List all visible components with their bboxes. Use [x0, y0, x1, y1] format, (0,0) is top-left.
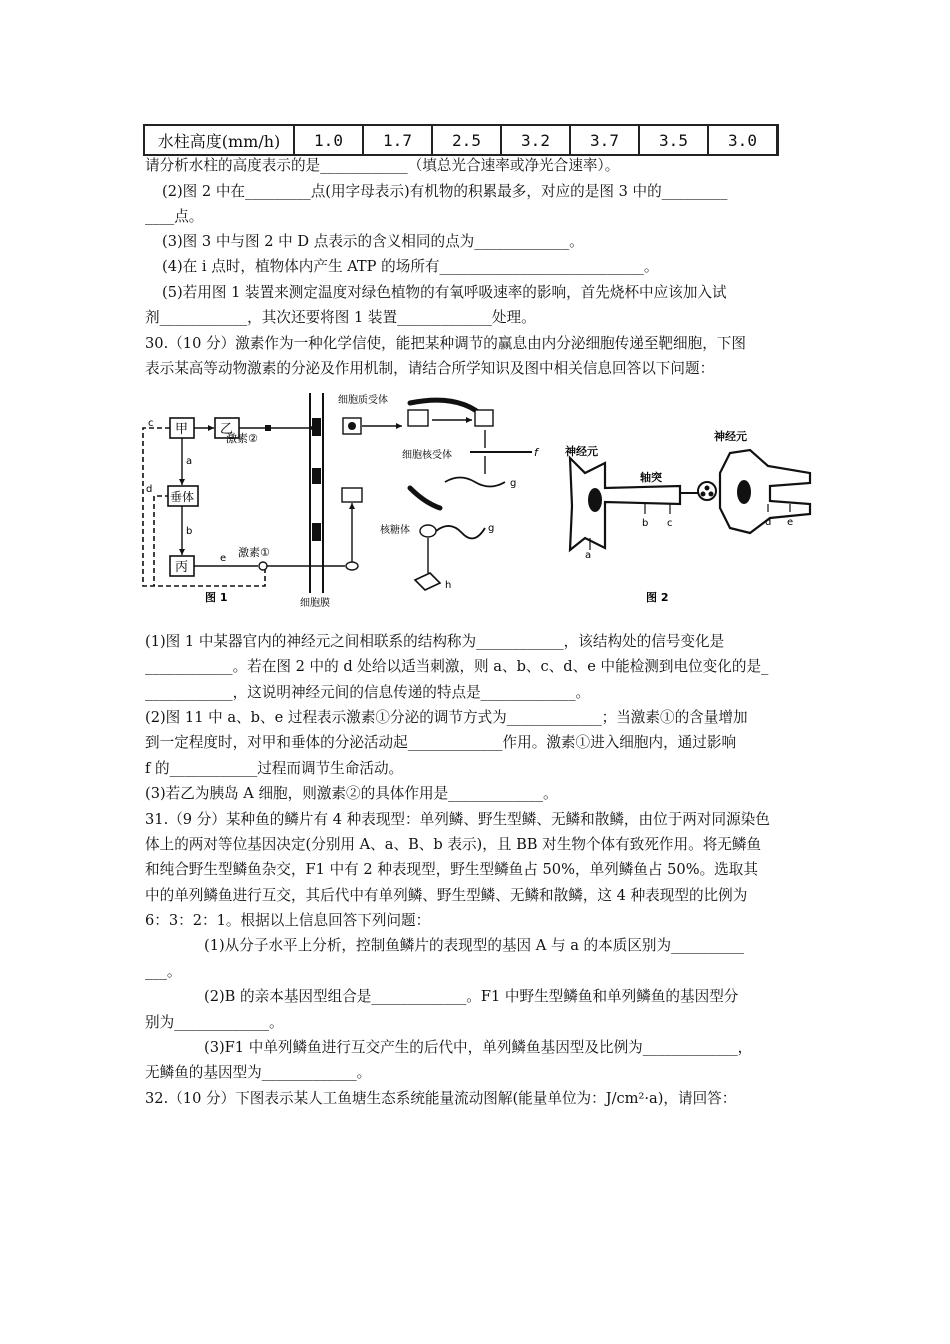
hormone2-dot: [265, 425, 271, 431]
synaptic-knob: [698, 482, 716, 500]
node-bing-label: 丙: [175, 560, 189, 575]
text-line: 体上的两对等位基因决定(分别用 A、a、B、b 表示)，且 BB 对生物个体有致死作用。将无鳞鱼: [145, 836, 762, 853]
text-line: 6：3：2：1。根据以上信息回答下列问题：: [145, 912, 431, 929]
membrane-receptor-label: 细胞质受体: [338, 395, 388, 406]
label-d-left: d: [146, 484, 153, 495]
membrane-protein: [312, 418, 321, 436]
fig2-label-e: e: [787, 517, 794, 528]
protein-h: [415, 573, 440, 590]
hormone2-label: 激素②: [226, 432, 258, 445]
label-a: a: [186, 456, 193, 467]
arrow-head: [396, 423, 402, 429]
table-cell: 3.0: [708, 125, 778, 155]
text-line: (2)图 11 中 a、b、e 过程表示激素①分泌的调节方式为_____________；当激素①的含量增加: [145, 709, 748, 726]
text-line: 31.（9 分）某种鱼的鳞片有 4 种表现型：单列鳞、野生型鳞、无鳞和散鳞，由位于两对同源染色: [145, 811, 770, 828]
arrow-head: [179, 549, 185, 555]
left-neuron-label: 神经元: [565, 445, 598, 458]
ribosome: [420, 525, 436, 537]
arrow-head: [179, 479, 185, 485]
right-neuron-nucleus: [737, 480, 751, 504]
hormone-mechanism-figure: [140, 388, 820, 613]
label-b: b: [186, 526, 193, 537]
ribosome-label: 核糖体: [380, 525, 410, 536]
text-line: (2)图 2 中在_________点(用字母表示)有机物的积累最多，对应的是图 3 中的_________: [162, 183, 728, 200]
table-cell: 3.7: [570, 125, 639, 155]
label-c-left: c: [148, 418, 154, 429]
text-line: 和纯合野生型鳞鱼杂交，F1 中有 2 种表现型，野生型鳞鱼占 50%，单列鳞鱼占 50%。选取其: [145, 861, 758, 878]
cell-membrane-label: 细胞膜: [300, 598, 330, 609]
fig2-label-d: d: [765, 517, 772, 528]
text-line: ____点。: [145, 208, 204, 225]
text-line: ____________，这说明神经元间的信息传递的特点是_____________。: [145, 684, 591, 701]
arrow-head: [466, 417, 472, 423]
label-g-nucleus: g: [510, 478, 517, 489]
hormone1-circle: [259, 562, 267, 570]
arrow-head: [208, 425, 214, 431]
cytoplasm-receptor-complex: [342, 488, 362, 502]
text-line: (1)从分子水平上分析，控制鱼鳞片的表现型的基因 A 与 a 的本质区别为__________: [204, 937, 745, 954]
text-line: 30.（10 分）激素作为一种化学信使，能把某种调节的赢息由内分泌细胞传递至靶细胞，下图: [145, 335, 746, 352]
mrna-g-nucleus: [445, 478, 505, 487]
hormone1-label: 激素①: [238, 546, 270, 559]
label-e: e: [220, 553, 227, 564]
text-line: ___。: [145, 963, 182, 980]
node-jia-label: 甲: [175, 422, 189, 437]
node-yi-label: 乙: [220, 422, 234, 437]
figure-1: [143, 393, 540, 609]
text-line: 无鳞鱼的基因型为_____________。: [145, 1064, 372, 1081]
axon-label: 轴突: [640, 471, 662, 484]
fig2-label-a: a: [585, 550, 592, 561]
mrna-g-cytoplasm: [436, 526, 485, 538]
synaptic-vesicle: [705, 486, 710, 491]
feedback-loop-c: [143, 428, 265, 586]
text-line: 剂____________，其次还要将图 1 装置_____________处理。: [145, 309, 536, 326]
nuclear-receptor-label: 细胞核受体: [402, 450, 452, 461]
fig2-label-b: b: [642, 518, 649, 529]
text-line: ____________。若在图 2 中的 d 处给以适当刺激，则 a、b、c、d、e 中能检测到电位变化的是_: [145, 658, 769, 675]
right-neuron-label: 神经元: [714, 430, 747, 443]
table-header-cell: 水柱高度(mm/h): [144, 125, 294, 155]
text-line: 32.（10 分）下图表示某人工鱼塘生态系统能量流动图解(能量单位为：J/cm²·a)，请回答：: [145, 1090, 737, 1107]
synaptic-vesicle: [701, 492, 706, 497]
node-chuiti-label: 垂体: [170, 490, 195, 504]
text-line: 中的单列鳞鱼进行互交，其后代中有单列鳞、野生型鳞、无鳞和散鳞，这 4 种表现型的比例为: [145, 887, 748, 904]
text-line: (1)图 1 中某器官内的神经元之间相联系的结构称为____________，该结构处的信号变化是: [145, 633, 725, 650]
membrane-protein: [312, 468, 321, 484]
label-g-cytoplasm: g: [488, 523, 495, 534]
text-line: 到一定程度时，对甲和垂体的分泌活动起_____________作用。激素①进入细胞内，通过影响: [145, 734, 737, 751]
nuclear-receptor-complex: [408, 410, 428, 426]
text-line: (2)B 的亲本基因型组合是_____________。F1 中野生型鳞鱼和单列鳞鱼的基因型分: [204, 988, 739, 1005]
dna-binding-complex: [475, 410, 493, 426]
arrow-head: [349, 503, 355, 509]
text-line: 表示某高等动物激素的分泌及作用机制，请结合所学知识及图中相关信息回答以下问题：: [145, 360, 715, 377]
text-line: (4)在 i 点时，植物体内产生 ATP 的场所有____________________________。: [162, 258, 659, 275]
table-cell: 2.5: [432, 125, 501, 155]
left-neuron: [570, 458, 680, 550]
label-h: h: [445, 580, 452, 591]
membrane-protein: [312, 523, 321, 541]
left-neuron-nucleus: [588, 488, 602, 512]
table-cell: 3.5: [639, 125, 708, 155]
fig2-label-c: c: [667, 518, 673, 529]
figure1-caption: 图 1: [205, 591, 228, 604]
text-line: (3)若乙为胰岛 A 细胞，则激素②的具体作用是_____________。: [145, 785, 558, 802]
text-line: (3)F1 中单列鳞鱼进行互交产生的后代中，单列鳞鱼基因型及比例为_____________，: [204, 1039, 753, 1056]
figure2-caption: 图 2: [646, 591, 669, 604]
feedback-loop-d: [154, 496, 170, 586]
water-column-table: [143, 124, 779, 156]
table-cell: 1.7: [363, 125, 432, 155]
text-line: f 的____________过程而调节生命活动。: [145, 760, 404, 777]
hormone1-in-cell: [346, 562, 358, 570]
nuclear-envelope-bottom: [410, 488, 440, 508]
table-row: [144, 125, 778, 155]
table-cell: 1.0: [294, 125, 363, 155]
text-line: (3)图 3 中与图 2 中 D 点表示的含义相同的点为_____________。: [162, 233, 584, 250]
synaptic-vesicle: [709, 492, 714, 497]
text-line: 请分析水柱的高度表示的是____________（填总光合速率或净光合速率）。: [145, 157, 620, 174]
table-cell: 3.2: [501, 125, 570, 155]
hormone-bound: [348, 422, 356, 430]
figure-2: [565, 429, 810, 604]
text-line: 别为_____________。: [145, 1014, 284, 1031]
label-f: f: [534, 446, 538, 459]
text-line: (5)若用图 1 装置来测定温度对绿色植物的有氧呼吸速率的影响，首先烧杯中应该加入试: [162, 284, 727, 301]
